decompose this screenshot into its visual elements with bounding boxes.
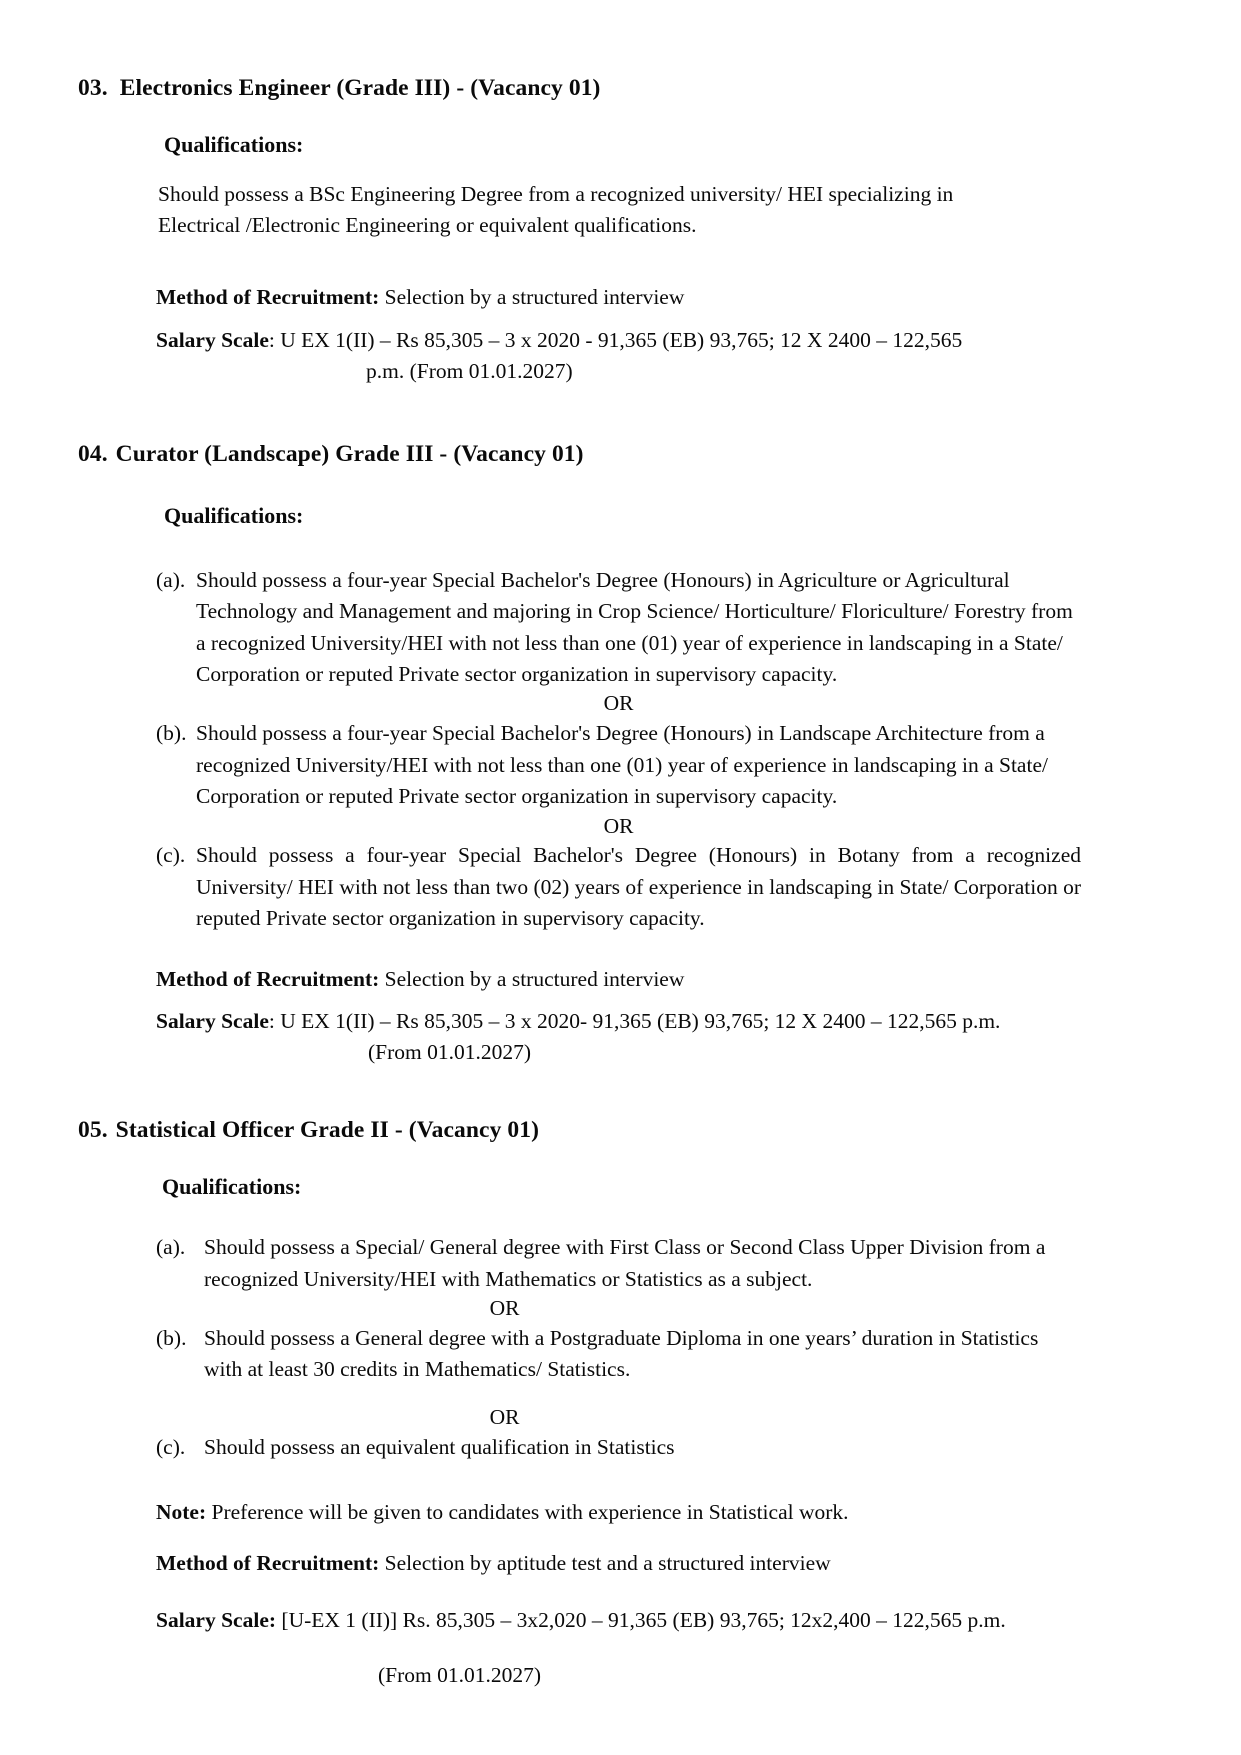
section-03-heading (78, 72, 1153, 105)
section-04-method-label: Method of Recruitment: (156, 966, 380, 991)
section-05-or-1: OR (489, 1295, 520, 1320)
section-03-vacancy: (Vacancy 01) (470, 75, 601, 101)
section-03-method-label: Method of Recruitment: (156, 285, 380, 310)
section-03-salary-label: Salary Scale (156, 327, 269, 352)
section-03-title: Electronics Engineer (Grade III) (119, 75, 451, 101)
section-05-separator: - (394, 1116, 403, 1143)
section-04-vacancy: (Vacancy 01) (453, 441, 584, 468)
list-marker: (b). (156, 1325, 187, 1350)
section-05-qualifications-label: Qualifications: (162, 1173, 302, 1199)
section-04-or-2: OR (603, 813, 634, 838)
section-04-salary-line (156, 1005, 1153, 1037)
section-03-salary-continuation: p.m. (From 01.01.2027) (366, 358, 573, 383)
section-03-separator: - (456, 75, 465, 101)
section-04-method-line (156, 963, 1153, 995)
section-03-method-value: Selection by a structured interview (384, 285, 685, 310)
section-03-salary-line (156, 324, 1153, 356)
section-05-item-b (156, 1323, 1081, 1386)
section-05-or-2: OR (489, 1404, 520, 1429)
section-04 (78, 438, 1153, 1067)
section-04-item-b (156, 718, 1081, 812)
list-item-text: Should possess an equivalent qualification in Statistics (204, 1434, 675, 1459)
section-04-title: Curator (Landscape) Grade III (115, 441, 434, 468)
list-marker: (a). (156, 567, 186, 592)
section-04-salary-label: Salary Scale (156, 1008, 269, 1033)
section-05-item-c (156, 1432, 1081, 1463)
section-05-method-line (156, 1547, 1153, 1579)
list-marker: (a). (156, 1235, 186, 1260)
list-marker: (c). (156, 1434, 186, 1459)
list-item-text: Should possess a General degree with a Postgraduate Diploma in one years’ duration in Statistics with at least 30 credits in Mathematics/ Statistics. (204, 1325, 1039, 1382)
section-03-salary-value: : U EX 1(II) – Rs 85,305 – 3 x 2020 - 91,365 (EB) 93,765; 12 X 2400 – 122,565 (268, 327, 963, 352)
section-04-number: 04. (78, 441, 108, 468)
section-05-salary-line (156, 1604, 1153, 1636)
section-03-method-line (156, 281, 1153, 313)
section-04-separator: - (439, 441, 448, 468)
list-item-text: Should possess a four-year Special Bachelor's Degree (Honours) in Botany from a recognized University/ HEI with not less than two (02) years of experience in landscaping in State/ Corporation or reputed Private sector organization in supervisory capacity. (196, 843, 1081, 931)
section-04-salary-continuation: (From 01.01.2027) (368, 1040, 532, 1065)
section-05-vacancy: (Vacancy 01) (408, 1116, 540, 1143)
section-04-item-a (156, 565, 1081, 691)
section-05-number: 05. (78, 1116, 108, 1143)
section-05-heading (78, 1114, 1153, 1147)
section-05-title: Statistical Officer Grade II (115, 1116, 389, 1143)
section-05-note-value: Preference will be given to candidates with experience in Statistical work. (211, 1499, 849, 1524)
list-marker: (c). (156, 843, 186, 868)
section-04-or-1: OR (603, 691, 634, 716)
section-05-method-value: Selection by aptitude test and a structured interview (384, 1551, 831, 1576)
section-04-heading (78, 438, 1153, 471)
section-04-item-c (156, 840, 1081, 934)
section-03-qualification-text: Should possess a BSc Engineering Degree from a recognized university/ HEI specializing in Electrical /Electronic Engineering or equivalent qualifications. (158, 181, 954, 237)
section-03 (78, 72, 1153, 386)
section-03-qualifications-label: Qualifications: (164, 132, 304, 158)
section-04-qualifications-label: Qualifications: (164, 502, 304, 528)
section-05-note-label: Note: (156, 1499, 207, 1524)
list-item-text: Should possess a Special/ General degree with First Class or Second Class Upper Division from a recognized University/HEI with Mathematics or Statistics as a subject. (204, 1235, 1046, 1291)
section-05-note-line (156, 1497, 1153, 1528)
section-05-salary-continuation: (From 01.01.2027) (378, 1662, 542, 1687)
list-item-text: Should possess a four-year Special Bachelor's Degree (Honours) in Agriculture or Agricultural Technology and Management and majoring in Crop Science/ Horticulture/ Floriculture/ Forestry from a recognized University/HEI with not less than one (01) year of experience in landscaping in a State/ Corporation or reputed Private sector organization in supervisory capacity. (196, 567, 1073, 687)
section-05 (78, 1114, 1153, 1691)
section-05-item-a (156, 1232, 1081, 1295)
section-04-salary-value: : U EX 1(II) – Rs 85,305 – 3 x 2020- 91,365 (EB) 93,765; 12 X 2400 – 122,565 p.m. (268, 1008, 1001, 1033)
list-item-text: Should possess a four-year Special Bachelor's Degree (Honours) in Landscape Architecture from a recognized University/HEI with not less than one (01) year of experience in landscaping in a State/ Corporation or reputed Private sector organization in supervisory capacity. (196, 721, 1048, 809)
section-05-salary-label: Salary Scale: (156, 1607, 277, 1632)
section-05-method-label: Method of Recruitment: (156, 1551, 380, 1576)
section-03-number: 03. (78, 75, 108, 101)
section-05-salary-value: [U-EX 1 (II)] Rs. 85,305 – 3x2,020 – 91,365 (EB) 93,765; 12x2,400 – 122,565 p.m. (276, 1607, 1006, 1632)
section-04-method-value: Selection by a structured interview (384, 966, 685, 991)
list-marker: (b). (156, 721, 187, 746)
